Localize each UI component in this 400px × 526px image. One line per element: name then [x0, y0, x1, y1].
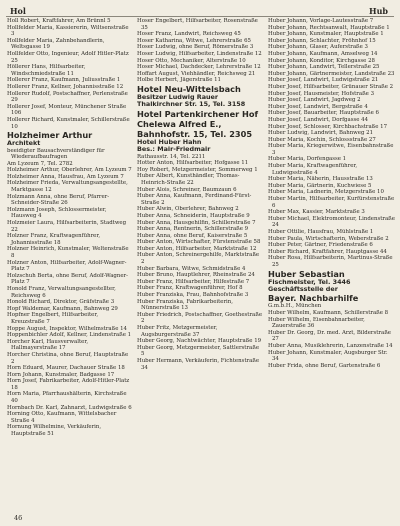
header-rule: [6, 16, 394, 17]
directory-entry: Horn Johann, Kunstmaler, Badgasse 17: [7, 371, 115, 378]
column-3: [268, 18, 395, 518]
directory-entry: Huber Anna, ohne Beruf, Kaiserstraße 5: [137, 232, 248, 239]
directory-entry: Huber Ludwig, Landwirt, Bahnweg 21: [268, 130, 373, 137]
entry-subheading: Bes.: Mair-Friedmair: [137, 145, 211, 154]
directory-entry: Holzheimer Arthur, Oberlehrer, Am Lyzeum 7: [7, 167, 132, 174]
entry-heading: Hotel Partenkirchener Hof: [137, 108, 259, 119]
directory-entry: Horn Eduard, Maurer, Dachauer Straße 18: [7, 365, 125, 372]
directory-entry: Holzner Anton, Hilfsarbeiter, Adolf-Wagner-Platz 7: [7, 259, 127, 273]
directory-entry: Hollfelder Maria, Kassiererin, Wiltsenstraße 3: [7, 24, 129, 38]
directory-entry: Huber Anna, Kaufmann, Ferdinand-Fürst-Straße 2: [137, 193, 252, 206]
directory-entry: Hollerer Rudolf, Postschaffner, Perlenstraße 29: [7, 90, 128, 104]
directory-entry: Hoser Ludwig, Hilfsarbeiter, Lindenstraße 12: [137, 50, 262, 57]
directory-entry: Huber Frida, ohne Beruf, Gartenstraße 6: [268, 362, 381, 369]
entry-subheading: Fischmeister, Tel. 3446: [268, 277, 351, 286]
directory-entry: Hoser Franz, Landwirt, Reichsweg 45: [137, 31, 241, 38]
entry-heading: Bayer. Nachbarhilfe: [268, 293, 359, 304]
directory-entry: Huber Franziska, Frau, Bahnhofstraße 3: [137, 292, 249, 299]
directory-entry: Huber Wilhelm, Kaufmann, Schillerstraße 8: [268, 309, 389, 316]
column-2: [137, 18, 264, 518]
directory-entry: Holzheimer Frieda, Verwaltungsangestellte, Marktgasse 12: [7, 180, 128, 194]
directory-entry: Huber Maria, Kriegerwitwe, Eisenbahnstraße 3: [268, 143, 394, 156]
directory-entry: Hollerer Josef, Monteur, Münchener Straße 106: [7, 103, 127, 117]
entry-subheading: Hotel Huber Hahn: [137, 137, 202, 146]
directory-entry: Huber Johann, Gärtnermeister, Landstraße 23: [268, 70, 395, 77]
entry-subheading: Thalkirchner Str. 15, Tel. 3158: [137, 100, 246, 109]
directory-entry: Huber Johann, Kunstmaler, Augsburger Str. 34: [268, 349, 388, 363]
directory-entry: Höllerer Hans, Hilfsarbeiter, Windschmiedstraße 11: [7, 64, 86, 77]
entry-subheading: Architekt: [7, 139, 41, 148]
directory-entry: Hollfelder Maria, Zahnbehandlerin, Weltsgasse 19: [7, 37, 105, 51]
directory-entry: Huber Bruno, Hauptlehrer, Rheinstraße 24: [137, 272, 255, 279]
directory-entry: Huber Maria, Kraftwagenführer, Ludwigsstraße 4: [268, 163, 358, 176]
directory-entry: Huber Maria, Näherin, Hausstraße 13: [268, 176, 373, 183]
directory-entry: Huber Martin, Hilfsarbeiter, Kurfürstenstraße 6: [268, 196, 395, 209]
directory-entry: Hoser Katharina, Witwe, Lehrerstraße 65: [137, 37, 251, 44]
directory-entry: Hoy Robert, Metzgermeister, Sommerweg 1: [137, 166, 258, 173]
directory-entry: Hoser Otto, Mechaniker, Alterstraße 10: [137, 57, 246, 64]
page-number: 46: [14, 514, 23, 522]
directory-entry: Huber Josef, Landwirt, Jagdweg 2: [268, 97, 361, 104]
directory-entry: Horn Maria, Pfarrhaushälterin, Kirchstraße 40: [7, 391, 127, 405]
entry-subheading: Geschäftsstelle der: [268, 284, 338, 293]
directory-entry: Huber Franziska, Fabrikarbeiterin, Nünnerstraße 13: [137, 298, 233, 312]
directory-entry: Huber Wilhelm, Eisenbahnarbeiter, Zauerstraße 36: [268, 316, 365, 330]
entry-heading: Holzheimer Arthur: [7, 130, 93, 141]
directory-entry: Holzmann Joseph, Schlossermeister, Hausweg 4: [7, 206, 107, 220]
directory-entry: Huber Dr. Georg, Dr. med. Arzt, Bilderstraße 27: [268, 329, 391, 343]
directory-entry: Huber Maria, Kochin, Schlossstraße 27: [268, 136, 376, 143]
directory-entry: Huber Michael, Elektromonteur, Lindenstraße 24: [268, 215, 395, 229]
directory-entry: Huber Maria, Gärtnerin, Kuchwiese 5: [268, 182, 372, 189]
directory-entry: G.m.b.H., München: [268, 303, 322, 310]
directory-entry: Huber Franz, Kraftwagenführer, Hof 8: [137, 285, 243, 292]
directory-entry: Huber Maria, Dorfengasse 1: [268, 156, 347, 163]
directory-entry: Holzner Franz, Kraftwagenführer, Johannisstraße 18: [7, 233, 101, 246]
entry-heading: Chelewa Alfred E.,: [137, 118, 222, 129]
directory-entry: Huber Josef, Hilfsarbeiter, Grünauer Straße 2: [268, 83, 394, 90]
directory-entry: Hollerer Franz, Kellner, Johannisstraße 12: [7, 83, 124, 90]
directory-entry: Am Lyzeum 7, Tel. 2782: [7, 160, 73, 167]
directory-entry: Huber Johann, Kaufmann, Amselweg 14: [268, 50, 378, 57]
running-header-right: Hub: [369, 6, 388, 16]
directory-entry: Holzmeier Laura, Hilfsarbeiterin, Stadtweg 22: [7, 220, 127, 233]
directory-entry: Hornung Wilhelmine, Verkäuferin, Hauptstraße 51: [7, 424, 102, 438]
directory-entry: Holbe Herbert, Jägerstraße 11: [137, 77, 221, 84]
directory-entry: Hornbach Dr. Karl, Zahnarzt, Ludwigstraße 6: [7, 404, 132, 411]
directory-entry: Huber Anton, Schreinergehilfe, Marktstraße 2: [137, 252, 260, 266]
directory-entry: Holl Robert, Kraftfahrer, Am Brünnl 5: [7, 18, 111, 24]
column-1: [7, 18, 133, 508]
entry-heading: Bahnhofstr. 15, Tel. 2305: [137, 128, 253, 139]
directory-entry: Hollerer Franz, Kaufmann, Juliusstraße 1: [7, 77, 121, 84]
directory-entry: Holzmann Anna, ohne Beruf, Pfarrer-Schneider-Straße 26: [7, 193, 110, 207]
directory-entry: Huber Fritz, Metzgermeister, Augsburgerstraße 37: [137, 325, 218, 338]
directory-entry: Huber Josef, Bauarbeiter, Hauptstraße 6: [268, 110, 379, 117]
directory-entry: beeidigter Bausachverständiger für Wiederaufbaufragen: [7, 147, 105, 161]
directory-entry: Huber Josef, Hausmeister, Hofstraße 3: [268, 90, 375, 97]
directory-entry: Huber Friedrich, Postschaffner, Goethestraße 2: [137, 311, 263, 325]
directory-entry: Horning Otto, Kaufmann, Wittelsbacher Straße 4: [7, 411, 117, 424]
directory-entry: Hopfner Engelbert, Hilfsarbeiter, Kreuzstraße 7: [7, 312, 99, 325]
directory-entry: Hoser Engelbert, Hilfsarbeiter, Rosenstraße 35: [137, 18, 258, 31]
directory-entry: Huber Josef, Landwirt, Dorfgasse 44: [268, 116, 369, 123]
directory-entry: Hoser Michael, Dachdecker, Lehrerstraße 12: [137, 64, 261, 71]
directory-entry: Huber Maria, Ladnerin, Metzgerstraße 10: [268, 189, 384, 196]
directory-entry: Huber Hermann, Verkäuferin, Fichtenstraße 34: [137, 357, 260, 371]
directory-entry: Huber Paula, Wirtschafterin, Weberstraße 2: [268, 235, 389, 242]
directory-entry: Huber Johann, Kunstmaler, Hauptstraße 1: [268, 31, 384, 38]
directory-entry: Huber Ottilie, Hausfrau, Mühlstraße 1: [268, 229, 374, 235]
directory-entry: Huber Johann, Konditor, Kirchgasse 28: [268, 57, 375, 64]
entry-heading: Hotel Neu-Wittelsbach: [137, 83, 241, 94]
directory-entry: Huber Anna, Musiklehrerin, Lanzenstraße 14: [268, 342, 393, 349]
directory-entry: Hoppenbichler Adolf, Kellner, Lindenstraße 1: [7, 332, 132, 339]
directory-entry: Hoppe August, Inspektor, Wilhelmstraße 14: [7, 325, 127, 332]
directory-entry: Huber Anton, Hilfsarbeiter, Marktstraße 12: [137, 245, 257, 252]
directory-entry: Hopf Waldemar, Kaufmann, Bahnweg 29: [7, 305, 118, 312]
directory-entry: Huber Johann, Vorlage-Lautesstraße 7: [268, 18, 374, 24]
directory-entry: Horn Josef, Fabrikarbeiter, Adolf-Hitler-Platz 18: [7, 378, 130, 391]
directory-entry: Holzner Heinrich, Kunstmaler, Weltenstraße 8: [7, 246, 129, 259]
directory-entry: Rathausstr. 14, Tel. 2211: [137, 153, 206, 160]
directory-entry: Huber Josef, Landwirt, Bergstraße 4: [268, 103, 368, 110]
directory-entry: Huber Alois, Schreiner, Baumzaun 6: [137, 186, 237, 193]
directory-entry: Hotter Anton, Hilfsarbeiter, Hofgasse 11: [137, 160, 249, 167]
directory-entry: Huber Alwin, Oberlehrer, Bahnweg 2: [137, 206, 239, 213]
directory-entry: Horcher Christina, ohne Beruf, Hauptstraße 2: [7, 351, 129, 365]
directory-entry: Huber Barbara, Witwe, Schmidstraße 4: [137, 265, 246, 272]
directory-entry: Huber Georg, Nachtwächter, Hauptstraße 19: [137, 338, 262, 345]
entry-heading: Huber Sebastian: [268, 268, 345, 279]
running-header-left: Hol: [10, 6, 26, 16]
directory-entry: Hollerer Richard, Kunstmaler, Schillerstraße 10: [7, 116, 130, 130]
directory-entry: Huber Johann, Schlachter, Fröhnhof 15: [268, 37, 376, 44]
directory-entry: Hoffart August, Viehhändler, Reichsweg 21: [137, 70, 256, 77]
directory-entry: Horcher Karl, Hausverwalter, Hallmayerstraße 17: [7, 338, 89, 352]
directory-entry: Huber Albert, Kunsthändler, Thomas-Heinrich-Straße 22: [137, 173, 240, 186]
directory-entry: Hollfelder Otto, Ingenieur, Adolf Hitler-Platz 25: [7, 50, 129, 64]
directory-entry: Huber Peter, Gärtner, Friedenstraße 6: [268, 242, 373, 249]
directory-entry: Huber Max, Kassier, Marktstraße 3: [268, 209, 365, 216]
directory-entry: Huber Johann, Rechtsanwalt, Hauptstraße 1: [268, 24, 390, 31]
directory-entry: Honold Franz, Verwaltungsangestellter, Reichsweg 6: [7, 285, 116, 299]
directory-entry: Huber Franz, Hilfsarbeiter, Hilfestraße 7: [137, 278, 250, 285]
directory-entry: Honold Richard, Direktor, Gräfstraße 3: [7, 299, 115, 306]
directory-entry: Huber Josef, Landwirt, Ludwigstraße 21: [268, 77, 379, 84]
directory-entry: Hoser Ludwig, ohne Beruf, Römerstraße 3: [137, 44, 254, 51]
directory-entry: Huber Anna, Schneiderin, Hauptstraße 9: [137, 212, 250, 219]
directory-entry: Huber Anna, Hausgehilfin, Schillerstraße 7: [137, 219, 256, 226]
directory-entry: Huber Georg, Metzgermeister, Sattlerstraße 5: [137, 344, 260, 358]
directory-entry: Holzschuh Berta, ohne Beruf, Adolf-Wagner-Platz 7: [7, 272, 128, 286]
directory-entry: Huber Richard, Kraftfahrer, Hauptgasse 44: [268, 248, 387, 255]
directory-entry: Huber Anna, Rentnerin, Schillerstraße 9: [137, 226, 249, 233]
directory-entry: Huber Anton, Wirtschafter, Fürstenstraße 58: [137, 239, 261, 246]
directory-entry: Huber Johann, Landwirt, Tellerstraße 25: [268, 64, 380, 71]
directory-entry: Holzheimer Anna, Hausfrau, Am Lyzeum 7: [7, 173, 124, 180]
directory-entry: Huber Josef, Schlosser, Kirchbachstraße 17: [268, 123, 388, 130]
directory-entry: Huber Johann, Glaser, Auferstraße 3: [268, 44, 368, 51]
entry-subheading: Besitzer Ludwig Rauer: [137, 92, 219, 101]
directory-entry: Huber Rosa, Hilfsarbeiterin, Martinus-Straße 25: [268, 255, 393, 268]
